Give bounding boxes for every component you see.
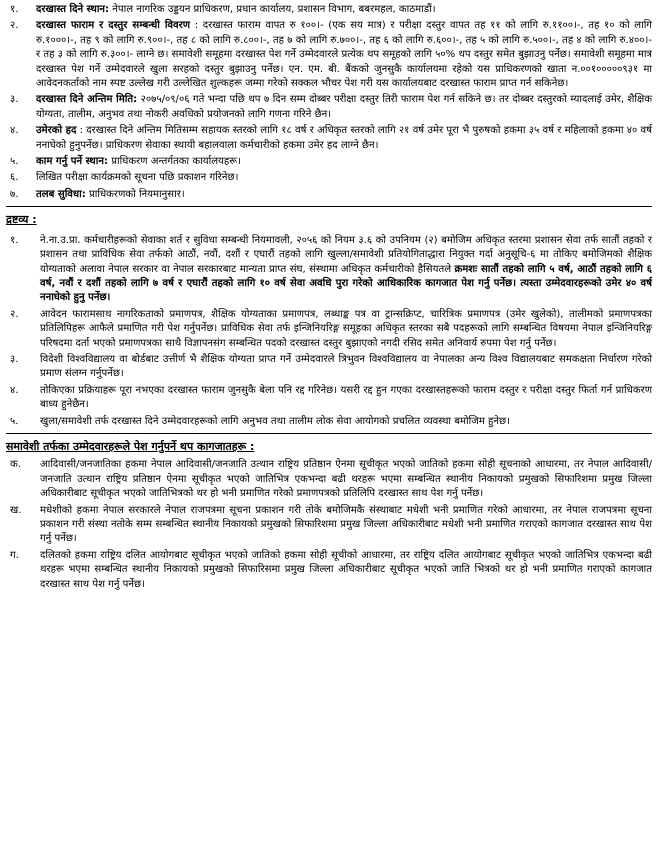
item-text: प्राधिकरणको नियमानुसार। [85, 188, 185, 200]
item-number: ५. [10, 415, 19, 427]
note-item [6, 234, 652, 306]
item-text: लिखित परीक्षा कार्यक्रमको सूचना पछि प्रकाशन गरिनेछ। [36, 172, 239, 184]
note-bold-text: क्रमशः सातौं तहको लागि ५ वर्ष, आठौं तहको लागि ६ वर्ष, नवौं र दशौं तहको लागि ७ वर्ष र एघारौं तहको लागि १० वर्ष सेवा अवधि पुरा गरेको आधिकारिक कागजात पेश गर्नु पर्नेछ। त्यस्ता उम्मेदवारहरूको उमेर ४० वर्ष ननाघेको हुनु पर्नेछ। [40, 263, 652, 304]
item-text: २०७५/०९/०६ गते भन्दा पछि थप ७ दिन सम्म दोब्बर परीक्षा दस्तुर तिरी फाराम पेश गर्न सकिने छ। तर दोब्बर दस्तुरको म्यादलाई उमेर, शैक्षिक योग्यता, तालीम, अनुभव तथा नोकरी अवधिको प्रयोजनको लागि गणना गरिने छैन। [36, 94, 653, 120]
inclusive-item [6, 549, 652, 592]
item-heading: काम गर्नु पर्ने स्थान: [36, 156, 108, 168]
list-item [6, 19, 652, 91]
note-text: तोकिएका प्रक्रियाहरू पूरा नभएका दरखास्त फाराम जुनसुकै बेला पनि रद्द गरिनेछ। यसरी रद्द हुन गएका दरखास्तहरूको फाराम दस्तुर र परीक्षा दस्तुर फिर्ता गर्न प्राधिकरण बाध्य हुनेछैन। [40, 384, 652, 411]
item-number: ६. [10, 172, 19, 184]
note-item [6, 308, 652, 351]
item-heading: दरखास्त दिने अन्तिम मिति: [36, 94, 138, 106]
item-number: ७. [10, 188, 19, 200]
item-letter: ख. [10, 504, 22, 516]
item-letter: ग. [10, 549, 19, 561]
list-item [6, 155, 652, 169]
item-number: ३. [10, 94, 19, 106]
note-text: आवेदन फारामसाथ नागरिकताको प्रमाणपत्र, शैक्षिक योग्यताका प्रमाणपत्र, लब्धाङ्क पत्र वा ट्रान्सक्रिप्ट, चारित्रिक प्रमाणपत्र (उमेर खुलेको), तालीमको प्रमाणपत्रका प्रतिलिपिहरू आफैले प्रमाणित गरी पेश गर्नुपर्नेछ। प्राविधिक सेवा तर्फ इन्जिनियरिङ्ग समूहका अधिकृत स्तरका सबै पदहरूको लागि सम्बन्धित विषयमा नेपाल इन्जिनियरिङ्ग परिषदमा दर्ता भएको प्रमाणपत्रका साथै विज्ञापनसंग सम्बन्धित पदको दरखास्त दस्तुर बुझाएको नगदी रसिद समेत अनिवार्य रुपमा पेश गर्नु पर्नेछ। [40, 308, 652, 349]
item-text: : दरखास्त फाराम वापत रु १००।- (एक सय मात्र) र परीक्षा दस्तुर वापत तह ११ को लागि रु.११००।-, तह १० को लागि रु.१०००।-, तह ९ को लागि रु.९००।-, तह ८ को लागि रु.८००।-, तह ७ को लागि रु.७००।-, तह ६ को लागि रु.६००।-, तह ५ को लागि रु.५००।-, तह ४ को लागि रु.४००।- र तह ३ को लागि रु.३००।- लाग्ने छ। समावेशी समूहमा दरखास्त पेश गर्ने उम्मेदवारले प्रत्येक थप समूहको लागि ५०% थप दस्तुर समेत बुझाउनु पर्नेछ। समावेशी समूहमा मात्र दरखास्त पेश गर्ने उम्मेदवारले खुला सरहको दस्तुर बुझाउनु पर्नेछ। एन. एम. बी. बैंकको जुनसुकै कार्यालयमा रहेको यस प्राधिकरणको खाता न.००१०००००९३१ मा आवेदनकर्ताको नाम स्पष्ट उल्लेख गरी उल्लेखित शुल्कहरू जम्मा गरेको सक्कल भौचर पेश गरी यस कार्यालयबाट दरखास्त फाराम प्राप्त गर्न सकिनेछ। [36, 20, 652, 90]
item-text: नेपाल नागरिक उड्डयन प्राधिकरण, प्रधान कार्यालय, प्रशासन विभाग, बबरमहल, काठमाडौं। [109, 4, 436, 15]
note-text: खुला/समावेशी तर्फ दरखास्त दिने उम्मेदवारहरूको लागि अनुभव तथा तालीम लोक सेवा आयोगको प्रचलित व्यवस्था बमोजिम हुनेछ। [40, 415, 510, 427]
list-item [6, 124, 652, 153]
item-heading: तलब सुविधा: [36, 188, 86, 200]
note-item [6, 415, 652, 429]
inclusive-item [6, 504, 652, 547]
item-number: ५. [10, 156, 19, 168]
list-item [6, 188, 652, 202]
divider [6, 433, 652, 434]
item-letter: क. [10, 459, 21, 471]
list-item [6, 93, 652, 122]
inclusive-text: आदिवासी/जनजातिका हकमा नेपाल आदिवासी/जनजाति उत्थान राष्ट्रिय प्रतिष्ठान ऐनमा सूचीकृत भएको जातिको हकमा सोही सूचनाको आधारमा, तर नेपाल आदिवासी/जनजाति उत्थान राष्ट्रिय प्रतिष्ठान ऐनमा सूचीकृत भएको जातिभित्र एकभन्दा बढी थरहरू भएमा सम्बन्धित स्थानीय निकायको प्रमुखको सिफारिशमा प्रमुख जिल्ला अधिकारीबाट सूचीकृत भएको जातिभित्रको थर हो भनी प्रमाणित गरेको प्रमाणपत्रको प्रतिलिपि दरखास्त साथ पेश गर्नु पर्नेछ। [40, 459, 652, 500]
item-number: ४. [10, 384, 19, 396]
inclusive-text: दलितको हकमा राष्ट्रिय दलित आयोगबाट सूचीकृत भएको जातिको हकमा सोही सूचीको आधारमा, तर राष्ट्रिय दलित आयोगबाट सूचीकृत भएको जातिभित्र एकभन्दा बढी थरहरू भएमा सम्बन्धित स्थानीय निकायको प्रमुखको सिफारिसमा प्रमुख जिल्ला अधिकारीबाट सूचीकृत भएको जाति भित्रको थर हो भनी प्रमाणित गराएको कागजात दरखास्त साथ पेश गर्नु पर्नेछ। [40, 549, 652, 590]
note-item [6, 353, 652, 382]
note-text: विदेशी विश्वविद्यालय वा बोर्डबाट उत्तीर्ण भै शैक्षिक योग्यता प्राप्त गर्ने उम्मेदवारले त्रिभुवन विश्वविद्यालय वा नेपालका अन्य विश्व विद्यालयबाट समकक्षता निर्धारण गरेको प्रमाण संलग्न गर्नुपर्नेछ। [40, 353, 652, 380]
item-number: ४. [10, 125, 19, 137]
inclusive-list [6, 458, 652, 592]
item-number: ३. [10, 353, 19, 365]
inclusive-text: मधेशीको हकमा नेपाल सरकारले नेपाल राजपत्रमा सूचना प्रकाशन गरी तोके बमोजिमकै संस्थाबाट मधेशी भनी प्रमाणित गरेको आधारमा, तर नेपाल राजपत्रमा सूचना प्रकाशन गरी संस्था नतोके सम्म सम्बन्धित स्थानीय निकायको प्रमुखको सिफारिशमा प्रमुख जिल्ला अधिकारीबाट मधेशी भनी प्रमाणित गराएको कागजात दरखास्त साथ पेश गर्नु पर्नेछ। [40, 504, 652, 545]
list-item [6, 171, 652, 185]
divider [6, 206, 652, 207]
notes-list [6, 234, 652, 429]
note-text: ने.ना.उ.प्रा. कर्मचारीहरूको सेवाका शर्त र सुविधा सम्बन्धी नियमावली, २०५६ को नियम ३.६ को उपनियम (२) बमोजिम अधिकृत स्तरमा प्रशासन सेवा तर्फ सातौं तहको र प्रशासन तथा प्राविधिक सेवा तर्फको आठौं, नवौं, दशौं र एघारौं तहको लागि खुल्ला/समावेशी प्रतियोगिताद्धारा नियुक्त गर्दा अनुसूचि-६ मा तोकिए बमोजिमको शैक्षिक योग्यताको अलावा नेपाल सरकार वा नेपाल सरकारबाट मान्यता प्राप्त संघ, संस्थामा अधिकृत कर्मचारीको हैसियतले [40, 234, 652, 275]
item-heading: दरखास्त फाराम र दस्तुर सम्बन्धी विवरण [36, 20, 191, 32]
item-heading: उमेरको हद [36, 125, 77, 137]
item-number: १. [10, 4, 19, 15]
item-number: १. [10, 234, 19, 246]
item-heading: दरखास्त दिने स्थान: [36, 4, 110, 15]
details-list [6, 3, 652, 202]
list-item [6, 3, 652, 17]
item-text: : दरखास्त दिने अन्तिम मितिसम्म सहायक स्तरको लागि १८ वर्ष र अधिकृत स्तरको लागि २१ वर्ष उमेर पूरा भै पुरुषको हकमा ३५ वर्ष र महिलाको हकमा ४० वर्ष ननाघेको हुनुपर्नेछ। प्राधिकरण सेवाका स्थायी बहालवाला कर्मचारीको हकमा उमेर हद लाग्ने छैन। [36, 125, 652, 151]
item-number: २. [10, 20, 19, 32]
inclusive-item [6, 458, 652, 501]
inclusive-title: समावेशी तर्फका उम्मेदवारहरूले पेश गर्नुपर्ने थप कागजातहरू : [6, 439, 255, 453]
note-title: द्रष्टव्य : [6, 213, 37, 227]
item-text: प्राधिकरण अन्तर्गतका कार्यालयहरू। [108, 156, 241, 168]
note-item [6, 384, 652, 413]
item-number: २. [10, 308, 19, 320]
